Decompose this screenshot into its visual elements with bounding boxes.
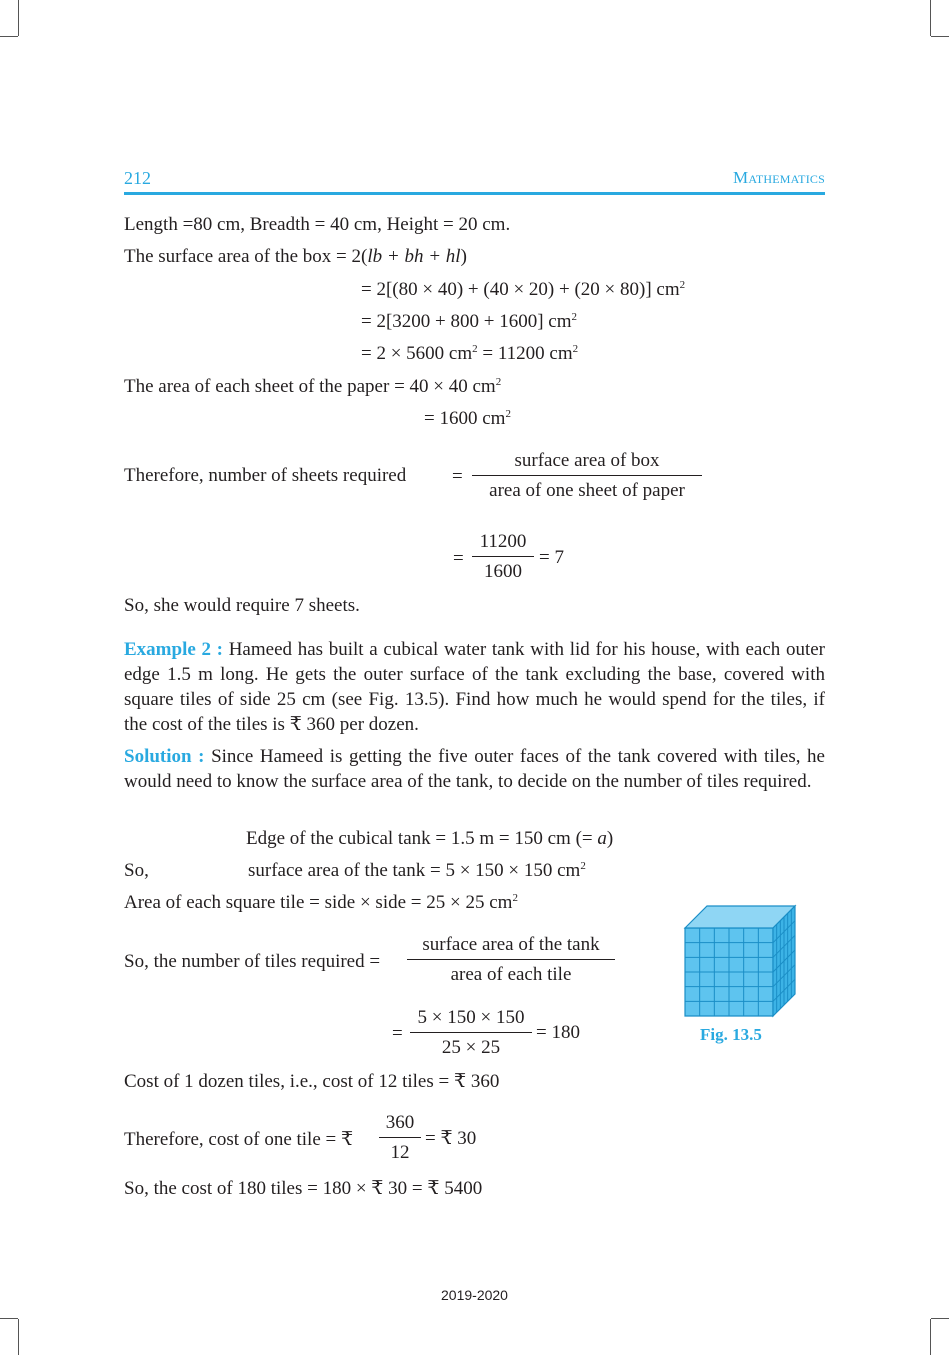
one-tile-result: = ₹ 30 <box>425 1128 477 1149</box>
total-cost-line: So, the cost of 180 tiles = 180 × ₹ 30 = ₹ 5400 <box>124 1178 483 1199</box>
sheet-area-value: = 1600 $cm^2$ <box>424 408 511 429</box>
cube-figure <box>680 902 800 1022</box>
crop-mark <box>18 1319 19 1355</box>
equals-sign: = <box>392 1023 403 1044</box>
surface-area-step-3: = 2 × 5600 $cm^2 = 11200$ $cm^2$ <box>361 343 579 364</box>
crop-mark <box>931 1318 949 1319</box>
equals-sign: = <box>452 466 463 487</box>
fraction-numerator: 11200 <box>472 531 534 557</box>
crop-mark <box>0 1318 18 1319</box>
dozen-cost-line: Cost of 1 dozen tiles, i.e., cost of 12 tiles = ₹ 360 <box>124 1071 500 1092</box>
crop-mark <box>931 36 949 37</box>
fraction-denominator: 25 × 25 <box>441 1037 501 1058</box>
tiles-fraction <box>407 934 615 986</box>
equals-sign: = <box>453 548 464 569</box>
solution-label: Solution : <box>124 746 205 767</box>
sheets-required-label: Therefore, number of sheets required <box>124 465 407 486</box>
crop-mark <box>930 1319 931 1355</box>
sheets-conclusion: So, she would require 7 sheets. <box>124 595 360 616</box>
sheets-fraction <box>472 450 702 502</box>
fraction-numerator: surface area of box <box>472 450 702 476</box>
solution-paragraph: Solution : Since Hameed is getting the five outer faces of the tank covered with tiles, he would need to know the surface area of the tank, to decide on the number of tiles required. <box>124 746 825 792</box>
crop-mark <box>930 0 931 36</box>
fraction-numerator: 360 <box>379 1112 421 1138</box>
example-2-paragraph: Example 2 : Hameed has built a cubical water tank with lid for his house, with each outer edge 1.5 m long. He gets the outer surface of the tank excluding the base, covered with square tiles of side 25 cm (see Fig. 13.5). Find how much he would spend for the tiles, if the cost of the tiles is ₹ 360 per dozen. <box>124 639 825 735</box>
surface-area-step-2: = 2[3200 + 800 + 1600] $cm^2$ <box>361 311 578 332</box>
running-title: Mathematics <box>733 168 825 187</box>
sheets-result: = 7 <box>539 547 564 568</box>
tile-area-line: Area of each square tile = side × side = 25 × 25 $cm^2$ <box>124 892 518 913</box>
figure-caption: Fig. 13.5 <box>700 1025 762 1044</box>
tiles-numeric-fraction <box>410 1007 532 1059</box>
crop-mark <box>18 0 19 36</box>
page-number: 212 <box>124 168 151 188</box>
tiles-required-label: So, the number of tiles required = <box>124 951 381 972</box>
fraction-denominator: area of one sheet of paper <box>489 480 685 501</box>
fraction-numerator: 5 × 150 × 150 <box>410 1007 532 1033</box>
fraction-denominator: 1600 <box>484 561 522 582</box>
surface-area-formula: lb + bh + hl <box>367 246 461 267</box>
dimensions-line: Length =80 cm, Breadth = 40 cm, Height = 20 cm. <box>124 214 511 235</box>
footer-year: 2019-2020 <box>441 1287 508 1303</box>
fraction-denominator: area of each tile <box>450 964 572 985</box>
surface-area-line: The surface area of the box = 2(lb + bh + hl) <box>124 246 467 267</box>
one-tile-label: Therefore, cost of one tile = ₹ <box>124 1129 354 1150</box>
edge-line: Edge of the cubical tank = 1.5 m = 150 cm (= a) <box>246 828 614 849</box>
sheets-numeric-fraction <box>472 531 534 583</box>
example-label: Example 2 : <box>124 639 224 660</box>
tank-surface-area-line: surface area of the tank = 5 × 150 × 150 $cm^2$ <box>248 860 586 881</box>
so-label: So, <box>124 860 149 881</box>
tiles-result: = 180 <box>536 1022 580 1043</box>
sheet-area-line: The area of each sheet of the paper = 40 × 40 $cm^2$ <box>124 376 502 397</box>
surface-area-step-1: = 2[(80 × 40) + (40 × 20) + (20 × 80)] $cm^2$ <box>361 279 686 300</box>
one-tile-fraction <box>379 1112 421 1164</box>
fraction-denominator: 12 <box>390 1142 410 1163</box>
fraction-numerator: surface area of the tank <box>407 934 615 960</box>
header-rule <box>124 192 825 195</box>
crop-mark <box>0 36 18 37</box>
